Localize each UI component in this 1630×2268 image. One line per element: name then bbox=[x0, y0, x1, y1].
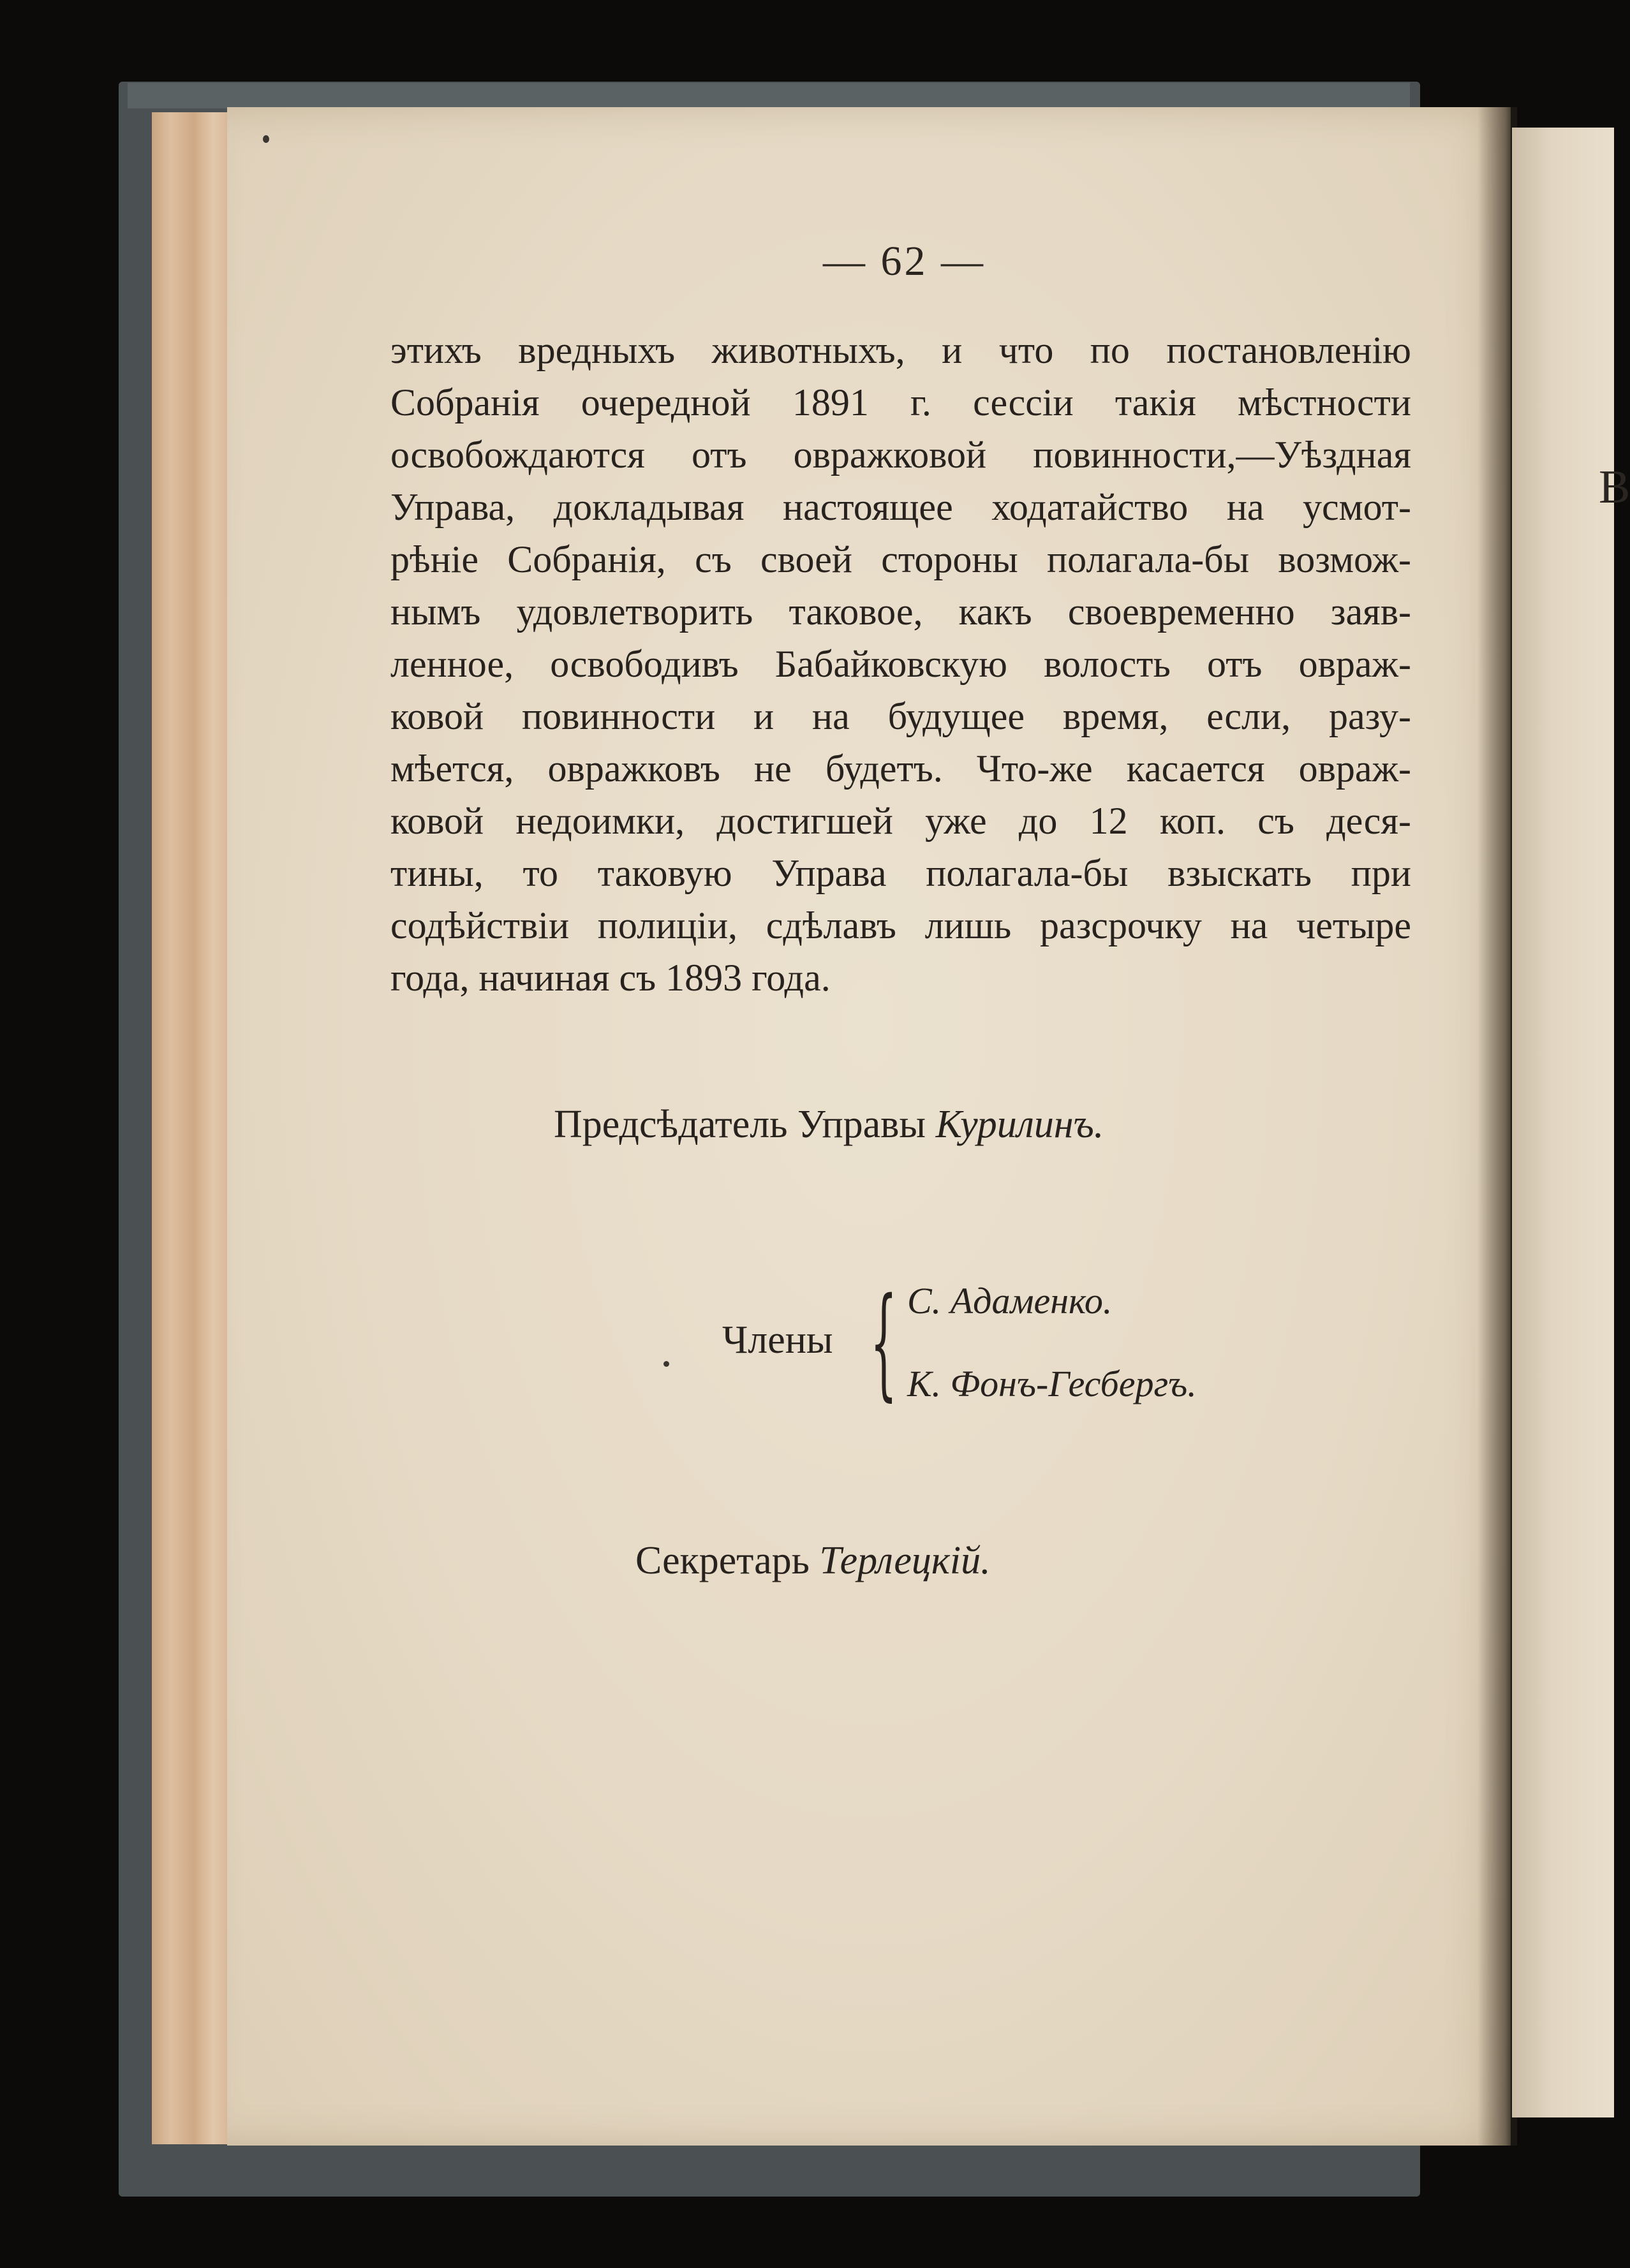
text-line: нымъ удовлетворить таковое, какъ своевременно заяв- bbox=[390, 591, 1411, 633]
chairman-title: Предсѣдатель Управы bbox=[554, 1103, 926, 1146]
text-line: Управа, докладывая настоящее ходатайство на усмот- bbox=[390, 486, 1411, 528]
ink-speck bbox=[263, 135, 269, 143]
chairman-signature: Курилинъ. bbox=[935, 1103, 1104, 1146]
text-line: ленное, освободивъ Бабайковскую волость отъ овраж- bbox=[390, 643, 1411, 685]
member-signature: К. Фонъ-Гесбергъ. bbox=[907, 1363, 1197, 1404]
brace-icon: { bbox=[870, 1272, 898, 1413]
text-line: рѣніе Собранія, съ своей стороны полагала-бы возмож- bbox=[390, 538, 1411, 580]
text-line: ковой недоимки, достигшей уже до 12 коп. съ деся- bbox=[390, 800, 1411, 842]
secretary-signature-line bbox=[635, 1538, 991, 1584]
secretary-signature: Терлецкій. bbox=[819, 1539, 991, 1582]
member-signature: С. Адаменко. bbox=[907, 1280, 1113, 1322]
book-cover-top-edge bbox=[128, 83, 1410, 108]
ink-speck bbox=[663, 1361, 669, 1367]
text-line: тины, то таковую Управа полагала-бы взыскать при bbox=[390, 852, 1411, 894]
members-label: Члены bbox=[722, 1318, 833, 1362]
facing-page bbox=[1512, 128, 1614, 2117]
facing-page-letter: В bbox=[1599, 461, 1630, 513]
page-number: — 62 — bbox=[823, 238, 986, 284]
page-edges bbox=[152, 112, 228, 2144]
text-line: Собранія очередной 1891 г. сессіи такія мѣстности bbox=[390, 381, 1411, 423]
text-line: года, начиная съ 1893 года. bbox=[390, 957, 831, 999]
text-line: ковой повинности и на будущее время, если, разу- bbox=[390, 695, 1411, 737]
text-line: мѣется, овражковъ не будетъ. Что-же касается овраж- bbox=[390, 747, 1411, 790]
book-gutter bbox=[1478, 107, 1517, 2146]
secretary-title: Секретарь bbox=[635, 1539, 810, 1582]
chairman-signature-line bbox=[554, 1102, 1104, 1147]
text-line: содѣйствіи полиціи, сдѣлавъ лишь разсрочку на четыре bbox=[390, 904, 1411, 946]
text-line: освобождаются отъ овражковой повинности,—Уѣздная bbox=[390, 434, 1411, 476]
text-line: этихъ вредныхъ животныхъ, и что по постановленію bbox=[390, 329, 1411, 371]
body-text bbox=[390, 324, 1411, 1004]
